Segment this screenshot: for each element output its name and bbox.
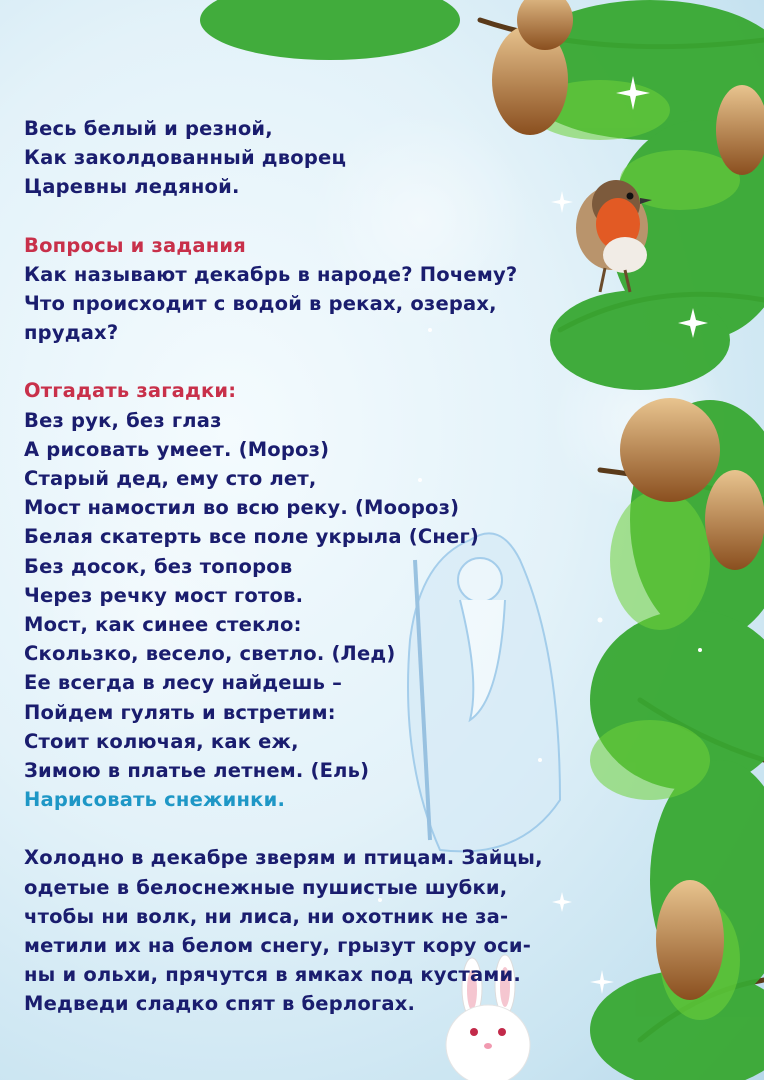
riddle-line: Ее всегда в лесу найдешь –	[24, 671, 343, 695]
question-line: Как называют декабрь в народе? Почему?	[24, 262, 518, 286]
riddle-line: Старый дед, ему сто лет,	[24, 467, 317, 491]
spacer	[24, 347, 584, 376]
closing-line: одетые в белоснежные пушистые шубки,	[24, 875, 508, 899]
riddle-line: Стоит колючая, как еж,	[24, 729, 299, 753]
question-line: Что происходит с водой в реках, озерах,	[24, 292, 497, 316]
questions-heading: Вопросы и задания	[24, 233, 246, 257]
closing-line: Холодно в декабре зверям и птицам. Зайцы,	[24, 846, 543, 870]
riddle-line: Мост намостил во всю реку. (Моороз)	[24, 496, 460, 520]
intro-line: Весь белый и резной,	[24, 117, 273, 140]
task-line: Нарисовать снежинки.	[24, 788, 286, 812]
spacer	[24, 814, 584, 843]
riddle-line: А рисовать умеет. (Мороз)	[24, 437, 330, 461]
intro-line: Царевны ледяной.	[24, 175, 240, 199]
riddle-line: Белая скатерть все поле укрыла (Снег)	[24, 525, 479, 549]
riddles-heading: Отгадать загадки:	[24, 379, 237, 403]
text-block	[24, 114, 584, 1019]
riddle-line: Без досок, без топоров	[24, 554, 293, 578]
question-line: прудах?	[24, 321, 119, 345]
spacer	[24, 202, 584, 231]
closing-line: метили их на белом снегу, грызут кору оси-	[24, 934, 532, 958]
riddle-line: Через речку мост готов.	[24, 583, 304, 607]
intro-line: Как заколдованный дворец	[24, 146, 347, 170]
closing-line: Медведи сладко спят в берлогах.	[24, 992, 416, 1016]
riddle-line: Мост, как синее стекло:	[24, 613, 302, 637]
closing-line: ны и ольхи, прячутся в ямках под кустами.	[24, 963, 521, 987]
closing-line: чтобы ни волк, ни лиса, ни охотник не за-	[24, 904, 509, 928]
riddle-line: Зимою в платье летнем. (Ель)	[24, 759, 370, 783]
riddle-line: Скользко, весело, светло. (Лед)	[24, 642, 396, 666]
riddle-line: Вез рук, без глаз	[24, 408, 222, 432]
riddle-line: Пойдем гулять и встретим:	[24, 700, 336, 724]
